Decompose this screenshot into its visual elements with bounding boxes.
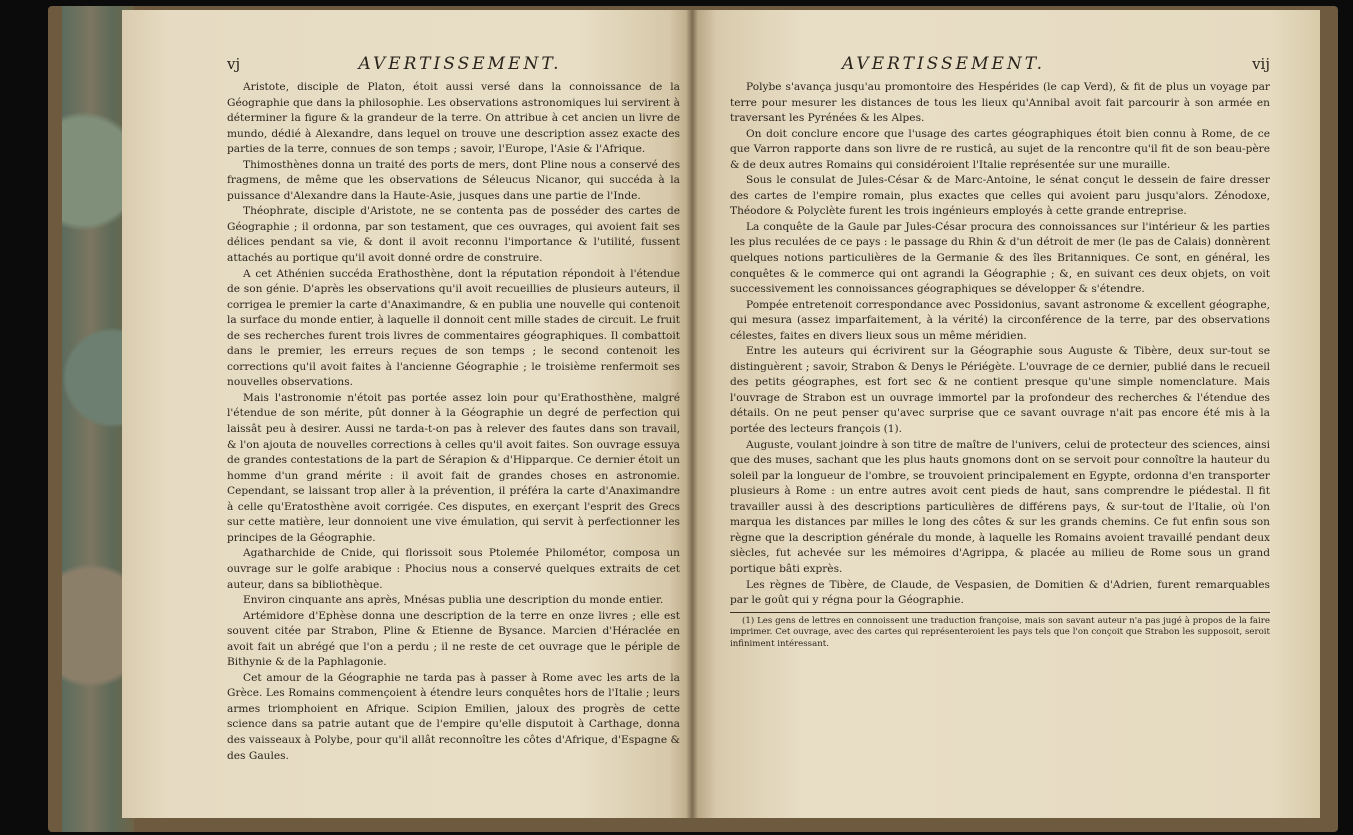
paragraph: Entre les auteurs qui écrivirent sur la Géographie sous Auguste & Tibère, deux sur-tout se distinguèrent ; savoir, Strabon & Denys le Périégète. L'ouvrage de ce dernier, publié dans le recueil des petits géographes, est fort sec & ne contient presque qu'une simple nomenclature. Mais l'ouvrage de Strabon est un ouvrage immortel par la profondeur des recherches & l'étendue des détails. On ne peut penser qu'avec surprise que ce savant ouvrage n'ait pas encore été mis à la portée des lecteurs françois (1). (730, 345, 1270, 436)
book-gutter (686, 10, 698, 818)
right-page-number: vij (1252, 55, 1270, 73)
paragraph: Théophrate, disciple d'Aristote, ne se contenta pas de posséder des cartes de Géographie ; il ordonna, par son testament, que ces ouvrages, qui avoient fait ses délices pendant sa vie, & dont il avoit reconnu l'importance & l'utilité, fussent attachés au portique qu'il avoit donné ordre de construire. (227, 205, 680, 265)
left-running-title: AVERTISSEMENT. (358, 54, 562, 74)
right-running-head (730, 54, 1270, 78)
paragraph: Polybe s'avança jusqu'au promontoire des Hespérides (le cap Verd), & fit de plus un voyage par terre pour mesurer les distances de tous les lieux qu'Annibal avoit fait parcourir à son armée en traversant les Pyrénées & les Alpes. (730, 81, 1270, 125)
paragraph: Mais l'astronomie n'étoit pas portée assez loin pour qu'Erathosthène, malgré l'étendue de son mérite, pût donner à la Géographie un degré de perfection qui laissât peu à desirer. Aussi ne tarda-t-on pas à relever des fautes dans son travail, & l'on ajouta de nouvelles corrections à celles qu'il avoit faites. Son ouvrage essuya de grandes contestations de la part de Sérapion & d'Hipparque. Ce dernier étoit un homme d'un grand mérite : il avoit fait de grandes choses en astronomie. Cependant, se laissant trop aller à la prévention, il préféra la carte d'Anaximandre à celle qu'Eratosthène avoit corrigée. Ces disputes, en exerçant l'esprit des Grecs sur cette matière, leur donnoient une vive émulation, qui servit à perfectionner les principes de la Géographie. (227, 391, 680, 544)
paragraph: Auguste, voulant joindre à son titre de maître de l'univers, celui de protecteur des sciences, ainsi que des muses, sachant que les plus hauts gnomons dont on se servoit pour connoître la hauteur du soleil par la longueur de l'ombre, se trouvoient principalement en Egypte, ordonna d'en transporter plusieurs à Rome : un entre autres avoit cent pieds de haut, sans comprendre le piédestal. Il fit travailler aussi à des descriptions particulières de différens pays, & sur-tout de l'Italie, où l'on marqua les distances par milles le long des côtes & sur les grands chemins. Ce fut enfin sous son règne que la description générale du monde, à laquelle les Romains avoient travaillé pendant deux siècles, fut achevée sur les mémoires d'Agrippa, & placée au milieu de Rome sous un grand portique bâti exprès. (730, 438, 1270, 575)
paragraph: On doit conclure encore que l'usage des cartes géographiques étoit bien connu à Rome, de ce que Varron rapporte dans son livre de re rusticâ, au sujet de la rencontre qu'il fit de son beau-père & de deux autres Romains qui considéroient l'Italie représentée sur une muraille. (730, 127, 1270, 171)
paragraph: Environ cinquante ans après, Mnésas publia une description du monde entier. (243, 594, 664, 607)
left-running-head (227, 54, 680, 78)
right-page (692, 10, 1320, 818)
paragraph: La conquête de la Gaule par Jules-César procura des connoissances sur l'intérieur & les parties les plus reculées de ce pays : le passage du Rhin & d'un détroit de mer (le pas de Calais) donnèrent quelques notions particulières de la Germanie & des îles Britanniques. Ce sont, en général, les conquêtes & le commerce qui ont agrandi la Géographie ; &, en suivant ces deux objets, on voit successivement les connoissances géographiques se développer & s'étendre. (730, 220, 1270, 296)
paragraph: Aristote, disciple de Platon, étoit aussi versé dans la connoissance de la Géographie que dans la philosophie. Les observations astronomiques lui servirent à déterminer la figure & la grandeur de la terre. On attribue à cet ancien un livre de mundo, dédié à Alexandre, dans lequel on trouve une description assez exacte des parties de la terre, connues de son temps ; savoir, l'Europe, l'Asie & l'Afrique. (227, 81, 680, 156)
paragraph: Pompée entretenoit correspondance avec Possidonius, savant astronome & excellent géographe, qui mesura (assez imparfaitement, à la vérité) la circonférence de la terre, par des observations célestes, faites en divers lieux sous un même méridien. (730, 298, 1270, 342)
footnote-divider (730, 612, 1270, 613)
paragraph: Thimosthènes donna un traité des ports de mers, dont Pline nous a conservé des fragmens, de même que les observations de Séleucus Nicanor, qui succéda à la puissance d'Alexandre dans la Haute-Asie, jusques dans une partie de l'Inde. (227, 158, 680, 202)
left-page (122, 10, 692, 818)
left-body-text (227, 80, 680, 764)
right-body-text (730, 80, 1270, 609)
paragraph: Sous le consulat de Jules-César & de Marc-Antoine, le sénat conçut le dessein de faire dresser des cartes de l'empire romain, plus exactes que celles qui avoient paru jusqu'alors. Zénodoxe, Théodore & Polyclète furent les trois ingénieurs employés à cette grande entreprise. (730, 174, 1270, 218)
left-page-number: vj (227, 55, 241, 73)
paragraph: Artémidore d'Ephèse donna une description de la terre en onze livres ; elle est souvent citée par Strabon, Pline & Etienne de Bysance. Marcien d'Héraclée en avoit fait un abrégé que l'on a perdu ; il ne reste de cet ouvrage que le périple de Bithynie & de la Paphlagonie. (227, 609, 680, 669)
footnote: (1) Les gens de lettres en connoissent une traduction françoise, mais son savant auteur n'a pas jugé à propos de la faire imprimer. Cet ouvrage, avec des cartes qui représenteroient les pays tels que l'on conçoit que Strabon les supposoit, seroit infiniment intéressant. (730, 615, 1270, 649)
right-running-title: AVERTISSEMENT. (842, 54, 1046, 74)
paragraph: Les règnes de Tibère, de Claude, de Vespasien, de Domitien & d'Adrien, furent remarquables par le goût qui y régna pour la Géographie. (730, 578, 1270, 607)
paragraph: Cet amour de la Géographie ne tarda pas à passer à Rome avec les arts de la Grèce. Les Romains commençoient à étendre leurs conquêtes hors de l'Italie ; leurs armes triomphoient en Afrique. Scipion Emilien, jaloux des progrès de cette science dans sa patrie autant que de l'empire qu'elle disputoit à Carthage, donna des vaisseaux à Polybe, pour qu'il allât reconnoître les côtes d'Afrique, d'Espagne & des Gaules. (227, 671, 680, 762)
paragraph: Agatharchide de Cnide, qui florissoit sous Ptolemée Philométor, composa un ouvrage sur le golfe arabique : Phocius nous a conservé quelques extraits de cet auteur, dans sa bibliothèque. (227, 547, 680, 591)
paragraph: A cet Athénien succéda Erathosthène, dont la réputation répondoit à l'étendue de son génie. D'après les observations qu'il avoit recueillies de plusieurs auteurs, il corrigea le premier la carte d'Anaximandre, & en publia une nouvelle qui contenoit la surface du monde entier, à laquelle il donnoit cent mille stades de circuit. Le fruit de ses recherches furent trois livres de commentaires géographiques. Il combattoit dans le premier, les erreurs reçues de son temps ; le second contenoit les corrections qu'il avoit faites à l'ancienne Géographie ; le troisième renfermoit ses nouvelles observations. (227, 267, 680, 389)
